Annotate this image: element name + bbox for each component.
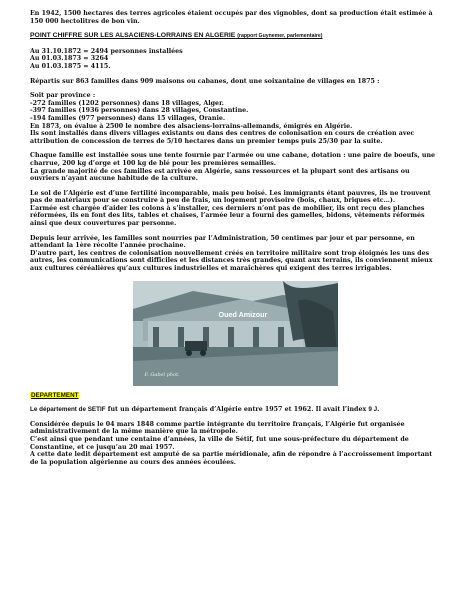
depuis-line: Depuis leur arrivée, les familles sont nourries par l’Administration, 50 centimes par jour et par personne, en attendant la 1ère récolte l’année prochaine.	[30, 234, 415, 250]
sol-line: L’armée est chargée d’aider les colons à s’installer, ces derniers n’ont pas de mobilier, ils ont reçu des planches réformées, ils en font des lits, tables et chaises, l’armée leur a fourni des gamelles, bidons, vêtements réformés ainsi que deux couvertures par personne.	[30, 204, 425, 228]
stats-block	[30, 48, 440, 71]
province-line: Ils sont installés dans divers villages existants ou dans des centres de colonisation en cours de création avec attribution de concession de terres de 5/10 hectares dans un premier temps puis 25/30 par la suite.	[30, 130, 415, 145]
section-heading	[30, 32, 440, 41]
document-page	[30, 10, 440, 466]
sol-line: Le sol de l’Algérie est d’une fertilité incomparable, mais peu boisé. Les immigrants étant pauvres, ils ne trouvent pas de matériaux pour se construire à peu de frais, un logement provisoire (bois, chaux, briques etc…).	[30, 189, 431, 205]
province-line: -194 familles (977 personnes) dans 15 villages, Oranie.	[30, 114, 226, 122]
famille-line: Chaque famille est installée sous une tente fournie par l’armée ou une cabane, dotation : une paire de boeufs, une charrue, 200 kg d’orge et 100 kg de blé pour les premières semailles.	[30, 152, 436, 167]
famille-line: La grande majorité de ces familles est arrivée en Algérie, sans ressources et la plupart sont des artisans ou ouvriers n’ayant aucune habitude de la culture.	[30, 167, 410, 183]
photo-signature: F. Gabel phot.	[144, 372, 180, 379]
department-heading	[30, 392, 440, 400]
stat-line: Au 31.10.1872 = 2494 personnes installées	[30, 47, 183, 55]
department-lead-bold: Le département de SETIF	[30, 406, 106, 414]
depuis-block	[30, 235, 440, 273]
department-lead-end: .	[377, 406, 380, 414]
department-line: Considérée depuis le 04 mars 1848 comme partie intégrante du territoire français, l’Algérie fut organisée administrativement de la même manière que la métropole.	[30, 420, 405, 436]
province-line: -397 familles (1936 personnes) dans 28 villages, Constantine.	[30, 107, 249, 115]
department-index: 9 J	[368, 406, 378, 414]
department-lead-rest: fut un département français d’Algérie entre 1957 et 1962. Il avait l’index	[105, 406, 369, 414]
province-block	[30, 92, 440, 145]
repartition-line: Répartis sur 863 familles dans 909 maisons ou cabanes, dont une soixantaine de villages en 1875 :	[30, 77, 380, 85]
province-title: Soit par province :	[30, 92, 96, 100]
famille-block	[30, 152, 440, 182]
photo-container	[30, 281, 440, 386]
province-line: En 1873, on évalue à 2500 le nombre des alsaciens-lorrains-allemands, émigrés en Algérie.	[30, 122, 353, 130]
stat-line: Au 01.03.1873 = 3264	[30, 55, 109, 63]
department-lead	[30, 406, 440, 414]
department-title: DEPARTEMENT	[31, 391, 79, 399]
depuis-line: D’autre part, les centres de colonisation nouvellement créés en territoire militaire sont trop éloignés les uns des autres, les communications sont difficiles et les distances très grandes, quant aux terrains, ils conviennent mieux aux cultures céréalières qu’aux cultures industrielles et maraîchères qui exigent des terres irrigables.	[30, 249, 433, 273]
province-line: -272 familles (1202 personnes) dans 18 villages, Alger.	[30, 99, 224, 107]
oued-amizour-photo	[133, 281, 338, 386]
intro-paragraph: En 1942, 1500 hectares des terres agricoles étaient occupés par des vignobles, dont sa production était estimée à 150 000 hectolitres de bon vin.	[30, 10, 433, 25]
section-subtitle: (rapport Guynemer, parlementaire)	[237, 33, 323, 40]
section-title: POINT CHIFFRE SUR LES ALSACIENS-LORRAINS EN ALGERIE	[30, 32, 236, 40]
department-line: C’est ainsi que pendant une centaine d’années, la ville de Sétif, fut une sous-préfecture du département de Constantine, et ce jusqu’au 20 mai 1957.	[30, 436, 409, 451]
photo-caption: Oued Amizour	[218, 309, 268, 319]
photo-illustration	[133, 281, 338, 386]
sol-block	[30, 190, 440, 228]
stat-line: Au 01.03.1875 = 4115.	[30, 62, 111, 70]
department-paragraph	[30, 421, 440, 467]
department-line: A cette date ledit département est amputé de sa partie méridionale, afin de répondre à l’accroissement important de la population algérienne au cours des années écoulées.	[30, 451, 433, 466]
